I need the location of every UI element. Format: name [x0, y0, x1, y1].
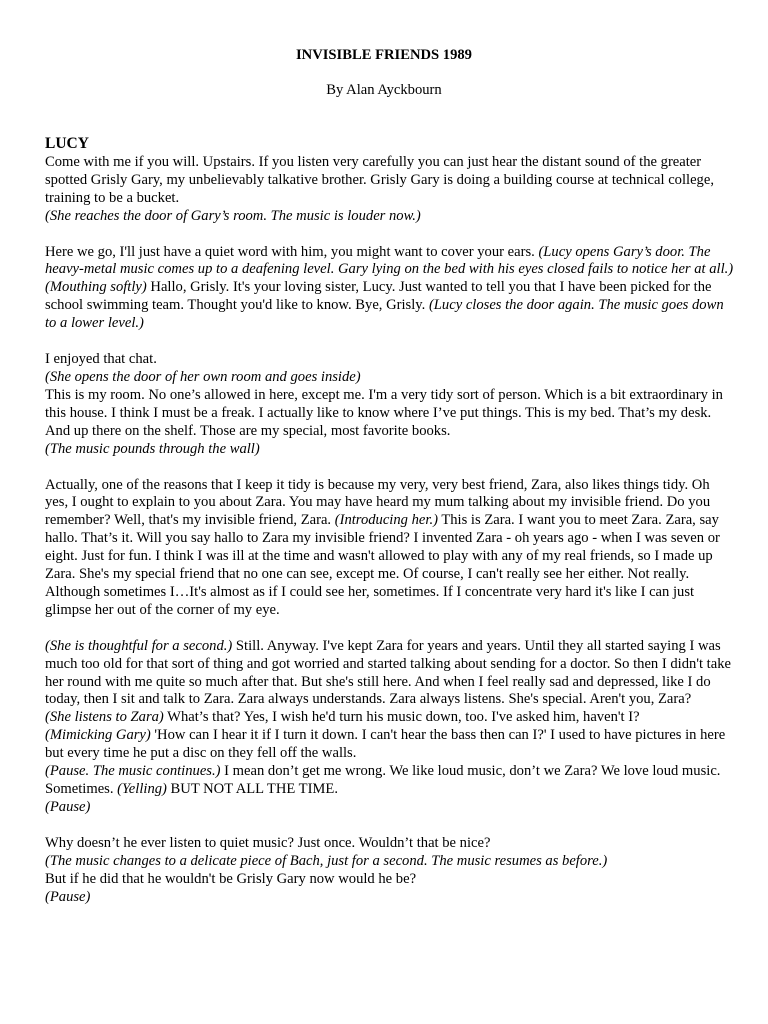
script-line	[45, 208, 735, 226]
dialogue-text: Why doesn’t he ever listen to quiet music? Just once. Wouldn’t that be nice?	[45, 834, 491, 851]
dialogue-text: I mean don’t get me wrong. We like loud music, don’t we Zara? We love loud music. Sometimes.	[45, 763, 721, 797]
script-line	[45, 871, 735, 889]
stage-direction: (She reaches the door of Gary’s room. The music is louder now.)	[45, 207, 421, 224]
script-line	[45, 889, 735, 907]
script-line	[45, 799, 735, 817]
dialogue-text: Hallo, Grisly. It's your loving sister, Lucy. Just wanted to tell you that I have been picked for the school swimming team. Thought you'd like to know. Bye, Grisly.	[45, 279, 712, 314]
stage-direction: (Yelling)	[117, 781, 167, 797]
dialogue-text: What’s that? Yes, I wish he'd turn his music down, too. I've asked him, haven't I?	[163, 709, 640, 726]
paragraph	[45, 351, 735, 458]
stage-direction: (Mimicking Gary)	[45, 727, 151, 744]
script-line	[45, 154, 735, 208]
script-line	[45, 727, 735, 763]
script-line	[45, 709, 735, 727]
stage-direction: (She is thoughtful for a second.)	[45, 637, 233, 654]
paragraph	[45, 638, 735, 817]
stage-direction: (Pause)	[45, 798, 91, 815]
stage-direction: (Lucy closes the door again. The music goes down to a lower level.)	[45, 297, 724, 332]
script-line	[45, 477, 735, 620]
paragraph	[45, 477, 735, 620]
script-line	[45, 369, 735, 387]
stage-direction: (She opens the door of her own room and goes inside)	[45, 368, 361, 385]
stage-direction: (Pause)	[45, 888, 91, 905]
paragraph	[45, 244, 735, 334]
script-line	[45, 244, 735, 280]
monologue	[45, 154, 735, 907]
dialogue-text: BUT NOT ALL THE TIME.	[166, 781, 338, 797]
stage-direction: (She listens to Zara)	[45, 709, 164, 726]
speaker-name: LUCY	[45, 135, 89, 152]
dialogue-text: 'How can I hear it if I turn it down. I can't hear the bass then can I?' I used to have pictures in here but every time he put a disc on they fell off the walls.	[45, 727, 726, 762]
play-title: INVISIBLE FRIENDS 1989	[296, 47, 472, 63]
script-line	[45, 835, 735, 853]
script-line	[45, 441, 735, 459]
stage-direction: (The music pounds through the wall)	[45, 440, 260, 457]
script-body	[45, 135, 735, 906]
script-line	[45, 351, 735, 369]
dialogue-text: Actually, one of the reasons that I keep it tidy is because my very, very best friend, Zara, also likes things tidy. Oh yes, I ought to explain to you about Zara. You may have heard my mum talking about my invisible friend. Do you remember? Well, that's my invisible friend, Zara.	[45, 476, 711, 529]
stage-direction: (Lucy opens Gary’s door. The heavy-metal music comes up to a deafening level. Gary lying on the bed with his eyes closed fails to notice her at all.)	[45, 243, 734, 278]
dialogue-text: This is Zara. I want you to meet Zara. Zara, say hallo. That’s it. Will you say hallo to Zara my invisible friend? I invented Zara - oh years ago - when I was seven or eight. Just for fun. I think I was ill at the time and wasn't allowed to play with any of my real friends, so I made up Zara. She's my special friend that no one can see, except me. Of course, I can't really see her either. Not really. Although sometimes I…It's almost as if I could see her, sometimes. If I concentrate very hard it's like I can just glimpse her out of the corner of my eye.	[45, 512, 720, 618]
script-line	[45, 853, 735, 871]
paragraph	[45, 154, 735, 226]
dialogue-text: This is my room. No one’s allowed in here, except me. I'm a very tidy sort of person. Which is a bit extraordinary in this house. I think I must be a freak. I actually like to know where I’ve put things. This is my bed. That’s my desk. And up there on the shelf. Those are my special, most favorite books.	[45, 386, 723, 439]
stage-direction: (Introducing her.)	[334, 512, 438, 529]
paragraph	[45, 835, 735, 907]
play-author: By Alan Ayckbourn	[326, 82, 442, 98]
script-line	[45, 638, 735, 710]
stage-direction: (The music changes to a delicate piece of Bach, just for a second. The music resumes as before.)	[45, 852, 608, 869]
dialogue-text: I enjoyed that chat.	[45, 351, 157, 368]
script-line	[45, 763, 735, 799]
stage-direction: (Mouthing softly)	[45, 279, 147, 296]
dialogue-text: Still. Anyway. I've kept Zara for years and years. Until they all started saying I was much too old for that sort of thing and got worried and started talking about sending for a doctor. So then I didn't take her round with me quite so much after that. But she's still here. And when I feel really sad and depressed, like I do today, then I sit and talk to Zara. Zara always understands. Zara always listens. She's special. Aren't you, Zara?	[45, 637, 731, 708]
dialogue-text: But if he did that he wouldn't be Grisly Gary now would he be?	[45, 870, 417, 887]
dialogue-text: Here we go, I'll just have a quiet word with him, you might want to cover your ears.	[45, 243, 539, 260]
stage-direction: (Pause. The music continues.)	[45, 763, 221, 780]
script-line	[45, 279, 735, 333]
dialogue-text: Come with me if you will. Upstairs. If you listen very carefully you can just hear the distant sound of the greater spotted Grisly Gary, my unbelievably talkative brother. Grisly Gary is doing a building course at technical college, training to be a bucket.	[45, 153, 714, 206]
script-line	[45, 387, 735, 441]
